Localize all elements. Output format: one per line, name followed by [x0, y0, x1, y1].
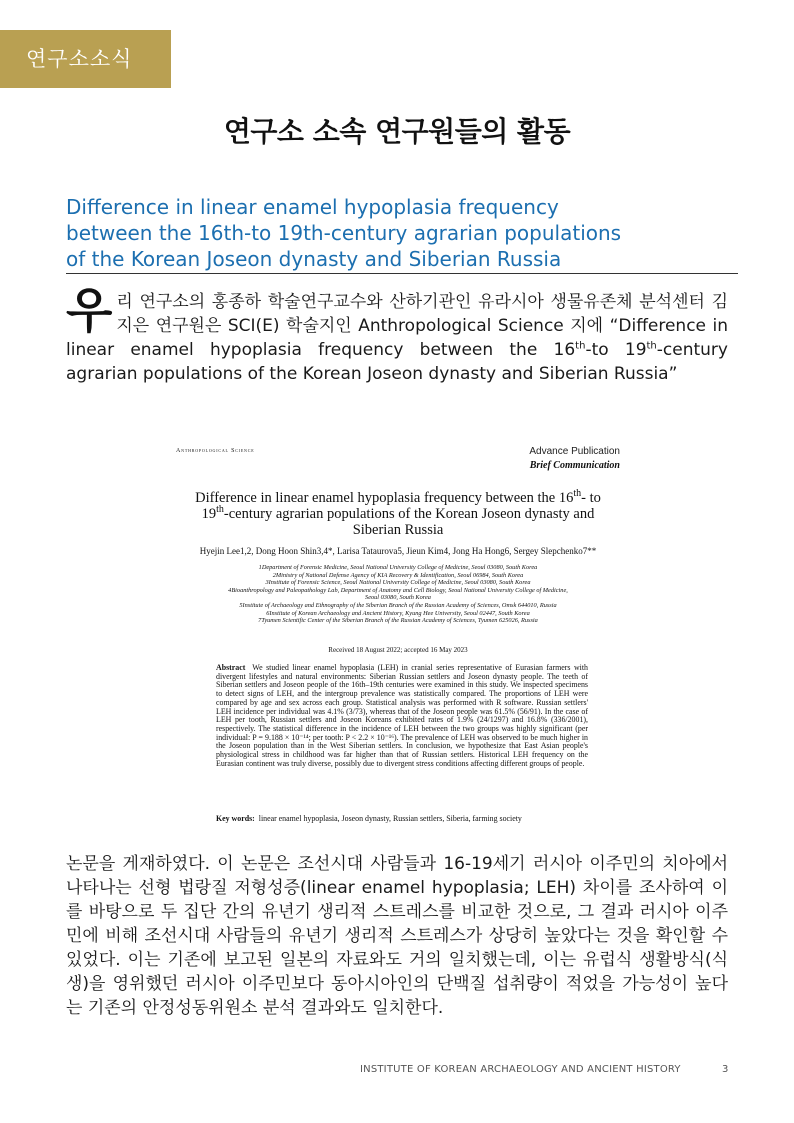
paper-title-d: Siberian Russia [352, 522, 444, 538]
paper-title-a: Difference in linear enamel hypoplasia frequency between the 16 [195, 490, 574, 506]
affiliation: 6Institute of Korean Archaeology and Ancient History, Kyung Hee University, Seoul 02447, South Korea [266, 609, 530, 617]
footer-institute: INSTITUTE OF KOREAN ARCHAEOLOGY AND ANCIENT HISTORY [360, 1064, 681, 1075]
abstract-label: Abstract [216, 663, 246, 672]
paper-title-c-pre: 19 [201, 506, 217, 522]
paper-title [176, 490, 620, 538]
advance-publication: Advance Publication [529, 446, 620, 457]
paper-abstract [216, 664, 588, 768]
paper-keywords [216, 814, 596, 823]
subtitle-line-3: of the Korean Joseon dynasty and Siberian Russia [66, 247, 562, 271]
paper-authors: Hyejin Lee1,2, Dong Hoon Shin3,4*, Larisa Tataurova5, Jieun Kim4, Jong Ha Hong6, Sergey Slepchenko7** [199, 546, 597, 556]
paper-title-sup-a: th [573, 488, 582, 500]
article-type: Brief Communication [529, 460, 620, 471]
paper-title-c-sup: th [216, 504, 224, 516]
page-title: 연구소 소속 연구원들의 활동 [223, 115, 571, 148]
affiliation: Seoul 03080, South Korea [365, 594, 431, 602]
intro-paragraph [66, 283, 728, 386]
drop-cap: 우 [66, 283, 113, 339]
intro-sup-2: th [646, 340, 657, 352]
affiliation: 2Ministry of National Defense Agency of KIA Recovery & Identification, Seoul 06984, South Korea [272, 571, 524, 579]
affiliation: 5Institute of Archaeology and Ethnography of the Siberian Branch of the Russian Academy of Sciences, Omsk 644010, Russia [239, 601, 557, 609]
received-date: Received 18 August 2022; accepted 16 May 2023 [328, 646, 468, 654]
affiliation: 1Department of Forensic Medicine, Seoul National University College of Medicine, Seoul 03080, South Korea [258, 564, 538, 571]
page-number: 3 [722, 1064, 729, 1075]
intro-text-3: -century agrarian populations of the Korean Joseon dynasty and Siberian Russia” [66, 340, 728, 384]
paper-title-b: - to [581, 490, 601, 506]
intro-sup-1: th [575, 340, 586, 352]
abstract-text: We studied linear enamel hypoplasia (LEH) in cranial series representative of Eurasian farmers with divergent lifestyles and natural environments: Siberian Russian settlers and Joseon dynasty people. The teeth of Siberian settlers and Joseon people of the 16th–19th centuries were examined in this study. We inspected specimens to detect signs of LEH, and the intergroup prevalence was statistically compared. The proportions of LEH were compared by age and sex across each group. Statistical analysis was performed with R software. Russian settlers' LEH incidence per individual was 4.1% (3/73), whereas that of the Joseon people was 61.5% (56/91). In the case of LEH per tooth, Russian settlers and Joseon Koreans exhibited rates of 1.9% (24/1297) and 16.8% (336/2001), respectively. The statistical difference in the incidence of LEH between the two groups was highly significant (per individual: P = 9.188 × 10⁻¹⁴; per tooth: P < 2.2 × 10⁻¹⁶). The prevalence of LEH was observed to be much higher in the Joseon population than in the West Siberian settlers. In conclusion, we hypothesize that East Asian people's physiological stress in childhood was far higher than that of Russian settlers. Historical LEH frequency on the Eurasian continent was truly diverse, possibly due to divergent stress conditions affecting different groups of people. [216, 663, 588, 768]
affiliation: 3Institute of Forensic Science, Seoul National University College of Medicine, Seoul 03080, South Korea [265, 579, 531, 587]
divider [66, 273, 738, 274]
keywords-text: linear enamel hypoplasia, Joseon dynasty, Russian settlers, Siberia, farming society [258, 814, 522, 823]
journal-name: Anthropological Science [176, 448, 255, 454]
paper-affiliations [176, 564, 620, 625]
intro-text-2: -to 19 [585, 340, 647, 360]
paper-title-c: -century agrarian populations of the Korean Joseon dynasty and [223, 506, 595, 522]
body-paragraph: 논문을 게재하였다. 이 논문은 조선시대 사람들과 16-19세기 러시아 이주민의 치아에서 나타나는 선형 법랑질 저형성증(linear enamel hypoplasia; LEH) 차이를 조사하여 이를 바탕으로 두 집단 간의 유년기 생리적 스트레스를 비교한 것으로, 그 결과 러시아 이주민에 비해 조선시대 사람들의 유년기 생리적 스트레스가 상당히 높았다는 것을 확인할 수 있었다. 이는 기존에 보고된 일본의 자료와도 거의 일치했는데, 이는 유럽식 생활방식(식생)을 영위했던 러시아 이주민보다 동아시아인의 단백질 섭취량이 적었을 가능성이 높다는 기존의 안정성동위원소 분석 결과와도 일치한다. [66, 854, 728, 1018]
subtitle-line-2: between the 16th-to 19th-century agrarian populations [66, 221, 622, 245]
keywords-label: Key words: [216, 814, 255, 823]
affiliation: 7Tyumen Scientific Center of the Siberian Branch of the Russian Academy of Sciences, Tyumen 625026, Russia [258, 617, 538, 625]
subtitle-line-1: Difference in linear enamel hypoplasia frequency [66, 195, 559, 219]
section-tab: 연구소소식 [0, 30, 171, 88]
article-subtitle [66, 194, 736, 272]
affiliation: 4Bioanthropology and Paleopathology Lab, Department of Anatomy and Cell Biology, Seoul National University College of Medicine, [228, 586, 568, 594]
intro-text-1: 리 연구소의 홍종하 학술연구교수와 산하기관인 유라시아 생물유존체 분석센터 김지은 연구원은 SCI(E) 학술지인 Anthropological Science 지에 “Difference in linear enamel hypoplasia frequency between the 16 [66, 292, 728, 360]
